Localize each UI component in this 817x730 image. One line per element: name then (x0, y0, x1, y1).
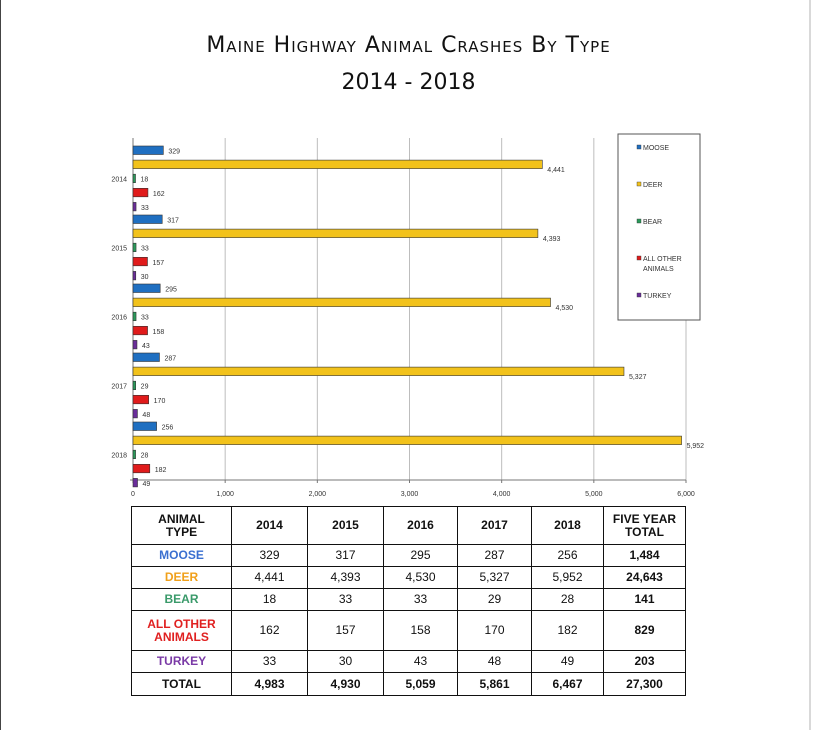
y-category-label: 2017 (111, 383, 127, 391)
table-cell: 4,530 (384, 567, 458, 589)
bar (133, 312, 136, 321)
legend-swatch (637, 293, 641, 297)
legend-swatch (637, 182, 641, 186)
legend-label: TURKEY (643, 293, 672, 300)
table-cell: 6,467 (532, 673, 604, 696)
data-label: 182 (154, 466, 167, 474)
table-header-cell (384, 507, 458, 545)
bar (133, 353, 159, 362)
row-label (132, 651, 232, 673)
header-text: TYPE (165, 524, 198, 539)
data-label: 317 (167, 217, 179, 225)
legend-label: MOOSE (643, 145, 670, 152)
data-label: 4,530 (555, 305, 574, 313)
bar (133, 340, 137, 349)
header-text: 2016 (407, 518, 434, 532)
five-year-total-cell: 829 (604, 611, 686, 651)
bar (133, 450, 136, 459)
x-tick-label: 4,000 (492, 491, 511, 498)
data-label: 28 (140, 452, 149, 460)
legend-swatch (637, 219, 641, 223)
row-label-text: TOTAL (162, 676, 201, 691)
table-header-cell (458, 507, 532, 545)
legend-label: ANIMALS (643, 266, 674, 273)
data-label: 5,327 (628, 374, 647, 382)
table-cell: 182 (532, 611, 604, 651)
bar (133, 436, 682, 445)
data-label: 43 (141, 342, 150, 350)
x-tick-label: 3,000 (400, 491, 419, 498)
table-cell: 157 (308, 611, 384, 651)
data-label: 5,952 (686, 443, 705, 451)
row-label (132, 611, 232, 651)
bar (133, 160, 542, 169)
chart-title: Maine Highway Animal Crashes By Type (206, 33, 611, 58)
header-text: 2018 (554, 518, 581, 532)
bar (133, 202, 136, 211)
crash-data-table (131, 506, 686, 696)
header-text: 2017 (481, 518, 508, 532)
table-header-cell (308, 507, 384, 545)
table-cell: 18 (232, 589, 308, 611)
table-row (132, 545, 686, 567)
x-tick-label: 5,000 (585, 491, 603, 498)
table-header-row (132, 507, 686, 545)
table-cell: 4,983 (232, 673, 308, 696)
data-label: 48 (142, 411, 151, 419)
table-cell: 28 (532, 589, 604, 611)
table-row (132, 651, 686, 673)
table-cell: 33 (308, 589, 384, 611)
five-year-total-cell: 203 (604, 651, 686, 673)
bar (133, 381, 136, 390)
table-cell: 43 (384, 651, 458, 673)
data-label: 29 (140, 383, 149, 391)
bar (133, 188, 148, 197)
table-cell: 329 (232, 545, 308, 567)
data-label: 158 (152, 328, 165, 336)
bar (133, 298, 551, 307)
row-label (132, 589, 232, 611)
data-label: 33 (141, 314, 149, 322)
row-label-text: MOOSE (159, 548, 204, 562)
x-tick-label: 1,000 (216, 491, 234, 498)
row-label-text: DEER (164, 570, 199, 584)
bar (133, 174, 136, 183)
table-cell: 287 (458, 545, 532, 567)
y-category-label: 2018 (111, 452, 127, 460)
bar (133, 367, 624, 376)
legend-label: DEER (643, 182, 663, 189)
bar (133, 243, 136, 252)
data-label: 33 (141, 245, 149, 253)
data-label: 30 (140, 273, 149, 281)
row-label (132, 567, 232, 589)
five-year-total-cell: 1,484 (604, 545, 686, 567)
header-text: FIVE YEAR (612, 511, 677, 526)
data-label: 329 (168, 148, 181, 156)
header-text: ANIMAL (158, 511, 205, 526)
row-label (132, 673, 232, 696)
table-cell: 256 (532, 545, 604, 567)
table-cell: 317 (308, 545, 384, 567)
bar (133, 464, 150, 473)
bar (133, 326, 148, 335)
bar (133, 257, 147, 266)
table-row (132, 589, 686, 611)
table-cell: 29 (458, 589, 532, 611)
legend-swatch (637, 256, 641, 260)
bar (133, 229, 538, 238)
x-tick-label: 0 (131, 491, 135, 498)
table-row (132, 611, 686, 651)
row-label (132, 545, 232, 567)
table-cell: 170 (458, 611, 532, 651)
table-header-cell (232, 507, 308, 545)
data-label: 256 (161, 424, 174, 432)
y-category-label: 2015 (111, 245, 127, 253)
bar (133, 215, 162, 224)
table-row (132, 673, 686, 696)
table-cell: 5,059 (384, 673, 458, 696)
table-row (132, 567, 686, 589)
data-label: 18 (140, 176, 149, 184)
table-cell: 49 (532, 651, 604, 673)
table-cell: 4,930 (308, 673, 384, 696)
header-text: 2015 (332, 518, 359, 532)
header-text: TOTAL (625, 524, 664, 539)
data-label: 157 (152, 259, 165, 267)
data-label: 4,441 (547, 167, 565, 175)
data-label: 162 (152, 190, 165, 198)
table-header-cell (604, 507, 686, 545)
row-label-text: ANIMALS (154, 629, 209, 644)
bar (133, 395, 149, 404)
table-cell: 158 (384, 611, 458, 651)
table-cell: 30 (308, 651, 384, 673)
bar (133, 422, 157, 431)
legend-label: BEAR (643, 219, 663, 226)
table-cell: 5,861 (458, 673, 532, 696)
bar (133, 284, 160, 293)
x-tick-label: 6,000 (677, 491, 695, 498)
table-cell: 4,441 (232, 567, 308, 589)
bar (133, 409, 137, 418)
legend-swatch (637, 145, 641, 149)
chart-subtitle: 2014 - 2018 (341, 70, 476, 95)
table-cell: 295 (384, 545, 458, 567)
bar (133, 271, 136, 280)
five-year-total-cell: 24,643 (604, 567, 686, 589)
data-label: 287 (164, 355, 177, 363)
data-label: 33 (141, 204, 149, 212)
data-label: 4,393 (542, 236, 561, 244)
data-label: 49 (142, 480, 151, 488)
row-label-text: BEAR (164, 592, 199, 606)
legend-label: ALL OTHER (643, 256, 682, 263)
table-header-cell (532, 507, 604, 545)
y-category-label: 2016 (111, 314, 127, 322)
table-cell: 4,393 (308, 567, 384, 589)
five-year-total-cell: 27,300 (604, 673, 686, 696)
row-label-text: ALL OTHER (147, 616, 216, 631)
row-label-text: TURKEY (156, 654, 207, 668)
bar (133, 146, 163, 155)
header-text: 2014 (256, 518, 283, 532)
table-header-cell (132, 507, 232, 545)
table-cell: 48 (458, 651, 532, 673)
table-cell: 5,952 (532, 567, 604, 589)
table-cell: 5,327 (458, 567, 532, 589)
table-cell: 162 (232, 611, 308, 651)
bar (133, 478, 138, 487)
data-label: 170 (153, 397, 166, 405)
five-year-total-cell: 141 (604, 589, 686, 611)
x-tick-label: 2,000 (308, 491, 327, 498)
table-cell: 33 (384, 589, 458, 611)
table-cell: 33 (232, 651, 308, 673)
y-category-label: 2014 (111, 176, 127, 184)
data-label: 295 (165, 286, 177, 294)
